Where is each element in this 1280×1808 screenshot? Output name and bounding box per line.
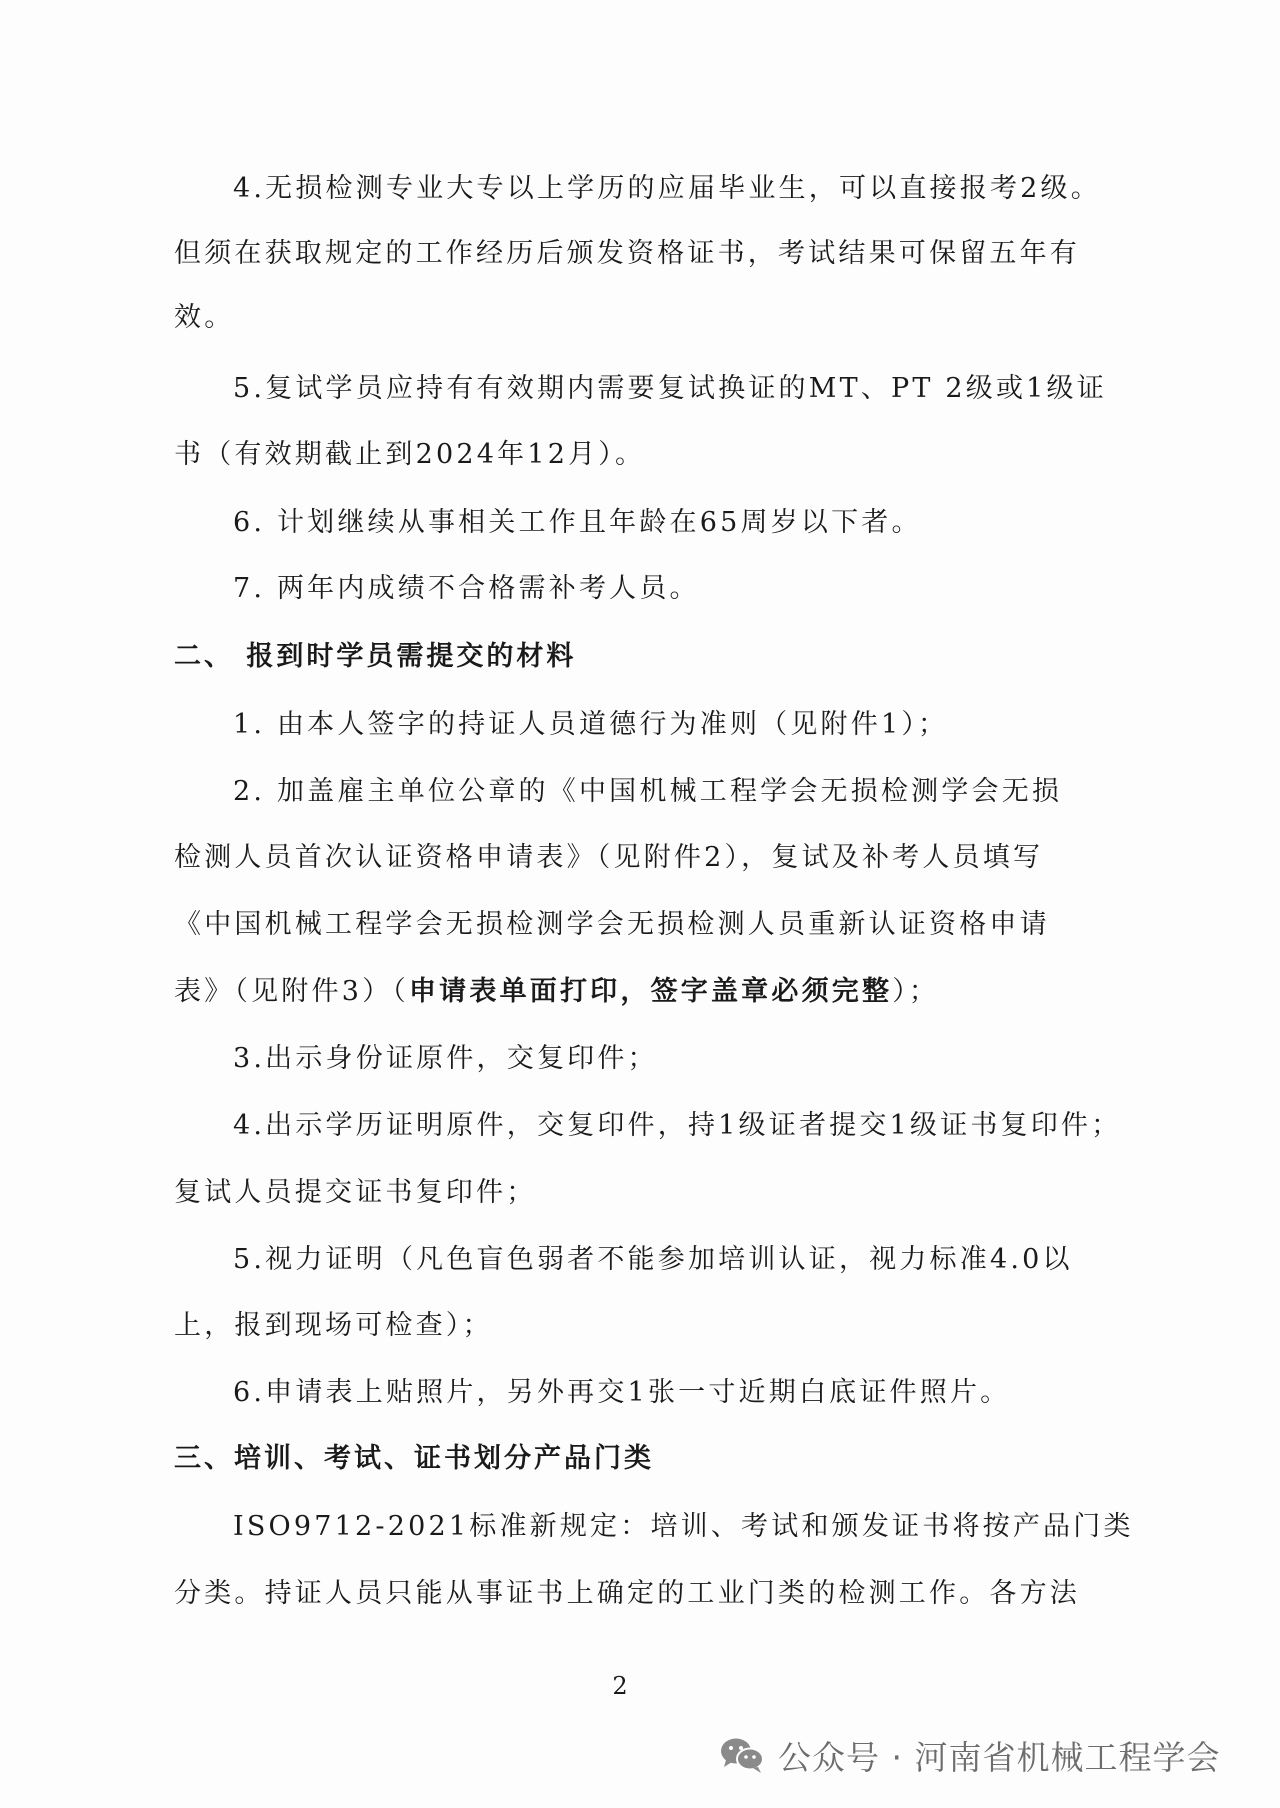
text-line: 3.出示身份证原件，交复印件； bbox=[233, 1043, 658, 1074]
text-line: 5.复试学员应持有有效期内需要复试换证的MT、PT 2级或1级证 bbox=[233, 373, 1107, 404]
text-line: 5.视力证明（凡色盲色弱者不能参加培训认证，视力标准4.0以 bbox=[233, 1244, 1073, 1275]
text-line: ISO9712-2021标准新规定：培训、考试和颁发证书将按产品门类 bbox=[233, 1511, 1134, 1542]
text-segment: 表》（见附件3）（ bbox=[174, 976, 409, 1007]
watermark bbox=[718, 1733, 1220, 1777]
text-line: 4.出示学历证明原件，交复印件，持1级证者提交1级证书复印件； bbox=[233, 1110, 1122, 1141]
text-line: 1. 由本人签字的持证人员道德行为准则（见附件1）； bbox=[233, 709, 949, 740]
text-line: 7. 两年内成绩不合格需补考人员。 bbox=[233, 573, 700, 604]
watermark-text: 公众号 · 河南省机械工程学会 bbox=[778, 1737, 1221, 1777]
text-line: 6.申请表上贴照片，另外再交1张一寸近期白底证件照片。 bbox=[233, 1377, 1011, 1408]
text-line: 书（有效期截止到2024年12月）。 bbox=[174, 439, 646, 470]
text-line: 《中国机械工程学会无损检测学会无损检测人员重新认证资格申请 bbox=[174, 909, 1050, 940]
text-line: 分类。持证人员只能从事证书上确定的工业门类的检测工作。各方法 bbox=[174, 1578, 1080, 1609]
text-line: 上，报到现场可检查）； bbox=[174, 1310, 493, 1341]
text-line: 但须在获取规定的工作经历后颁发资格证书，考试结果可保留五年有 bbox=[174, 238, 1080, 269]
page-number: 2 bbox=[612, 1672, 628, 1700]
text-segment: ）； bbox=[892, 976, 940, 1007]
text-line: 检测人员首次认证资格申请表》（见附件2），复试及补考人员填写 bbox=[174, 842, 1044, 873]
text-line: 4.无损检测专业大专以上学历的应届毕业生，可以直接报考2级。 bbox=[233, 173, 1101, 204]
section-heading: 二、 报到时学员需提交的材料 bbox=[174, 641, 577, 672]
section-heading: 三、培训、考试、证书划分产品门类 bbox=[174, 1443, 654, 1474]
wechat-icon bbox=[718, 1735, 766, 1775]
text-line: 复试人员提交证书复印件； bbox=[174, 1177, 537, 1208]
text-line: 2. 加盖雇主单位公章的《中国机械工程学会无损检测学会无损 bbox=[233, 776, 1063, 807]
text-line: 6. 计划继续从事相关工作且年龄在65周岁以下者。 bbox=[233, 507, 922, 538]
bold-emphasis: 申请表单面打印，签字盖章必须完整 bbox=[408, 976, 893, 1007]
text-line bbox=[174, 974, 1074, 1010]
text-line: 效。 bbox=[174, 302, 235, 333]
